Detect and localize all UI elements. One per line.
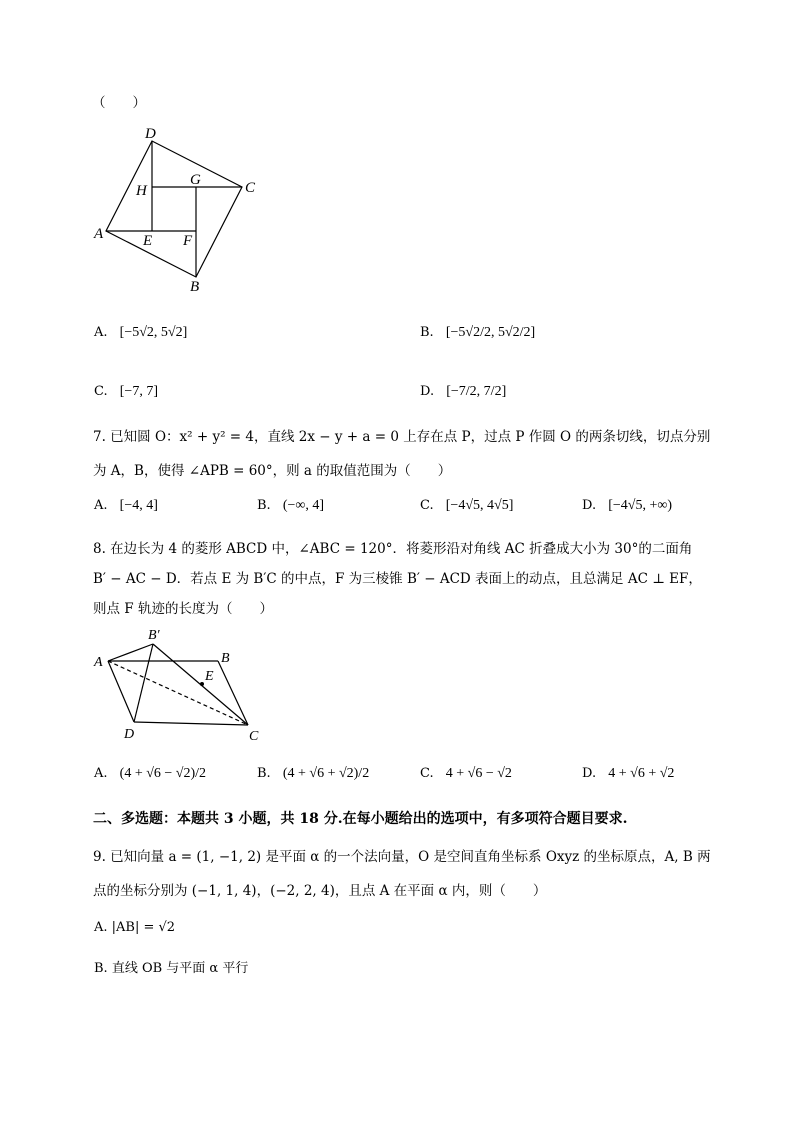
- q7-option-d[interactable]: D. [−4√5, +∞): [582, 498, 673, 513]
- q8-line1: 8. 在边长为 4 的菱形 ABCD 中，∠ABC = 120°．将菱形沿对角线 AC 折叠成大小为 30°的二面角: [93, 541, 693, 557]
- q7-option-a[interactable]: A. [−4, 4]: [94, 498, 158, 513]
- segment-BC: [218, 661, 248, 725]
- q7-line1: 7. 已知圆 O：x² + y² = 4，直线 2x − y + a = 0 上存在点 P，过点 P 作圆 O 的两条切线，切点分别: [93, 429, 711, 445]
- q9-line2: 点的坐标分别为 (−1, 1, 4)，(−2, 2, 4)，且点 A 在平面 α 内，则（ ）: [93, 883, 547, 899]
- label-G: G: [190, 172, 201, 188]
- q8-option-b[interactable]: B. (4 + √6 + √2)/2: [257, 766, 370, 781]
- point-E: [200, 682, 204, 686]
- segment-AB-prime: [108, 644, 153, 661]
- label-H: H: [136, 183, 147, 199]
- q8-option-c[interactable]: C. 4 + √6 − √2: [420, 766, 512, 781]
- q7-option-b[interactable]: B. (−∞, 4]: [257, 498, 325, 513]
- label-B: B: [190, 279, 200, 295]
- q9-line1: 9. 已知向量 a = (1, −1, 2) 是平面 α 的一个法向量，O 是空间直角坐标系 Oxyz 的坐标原点，A, B 两: [93, 849, 711, 865]
- figure-square: [88, 120, 268, 300]
- segment-AC-dashed: [108, 661, 248, 725]
- label-C: C: [245, 180, 256, 196]
- q8-line3: 则点 F 轨迹的长度为（ ）: [93, 601, 273, 617]
- q6-option-a[interactable]: A. [−5√2, 5√2]: [94, 325, 188, 340]
- label-F: F: [183, 233, 193, 249]
- segment-B-prime-D: [134, 644, 153, 722]
- segment-AD: [108, 661, 134, 722]
- section2-header: 二、多选题：本题共 3 小题，共 18 分.在每小题给出的选项中，有多项符合题目要求.: [93, 811, 628, 827]
- q6-option-d[interactable]: D. [−7/2, 7/2]: [420, 384, 507, 399]
- label-E: E: [143, 233, 153, 249]
- label-E: E: [205, 669, 214, 684]
- answer-paren: （ ）: [92, 95, 146, 111]
- q6-option-c[interactable]: C. [−7, 7]: [94, 384, 158, 399]
- q9-option-b[interactable]: B. 直线 OB 与平面 α 平行: [94, 961, 249, 976]
- label-D: D: [124, 727, 135, 742]
- outer-square: [106, 141, 242, 277]
- q9-option-a[interactable]: A. |AB| = √2: [94, 920, 176, 935]
- q8-option-a[interactable]: A. (4 + √6 − √2)/2: [94, 766, 207, 781]
- label-A: A: [94, 655, 103, 670]
- label-B-prime: B′: [148, 628, 160, 643]
- q7-option-c[interactable]: C. [−4√5, 4√5]: [420, 498, 514, 513]
- q6-option-b[interactable]: B. [−5√2/2, 5√2/2]: [420, 325, 536, 340]
- label-D: D: [145, 126, 156, 142]
- label-C: C: [249, 729, 259, 744]
- q7-line2: 为 A，B，使得 ∠APB = 60°，则 a 的取值范围为（ ）: [93, 463, 452, 479]
- figure-tetrahedron: [88, 624, 278, 749]
- label-A: A: [94, 226, 104, 242]
- q8-option-d[interactable]: D. 4 + √6 + √2: [582, 766, 675, 781]
- label-B: B: [221, 651, 230, 666]
- segment-DC: [134, 722, 248, 725]
- q8-line2: B′ − AC − D．若点 E 为 B′C 的中点，F 为三棱锥 B′ − ACD 表面上的动点，且总满足 AC ⊥ EF，: [93, 571, 702, 587]
